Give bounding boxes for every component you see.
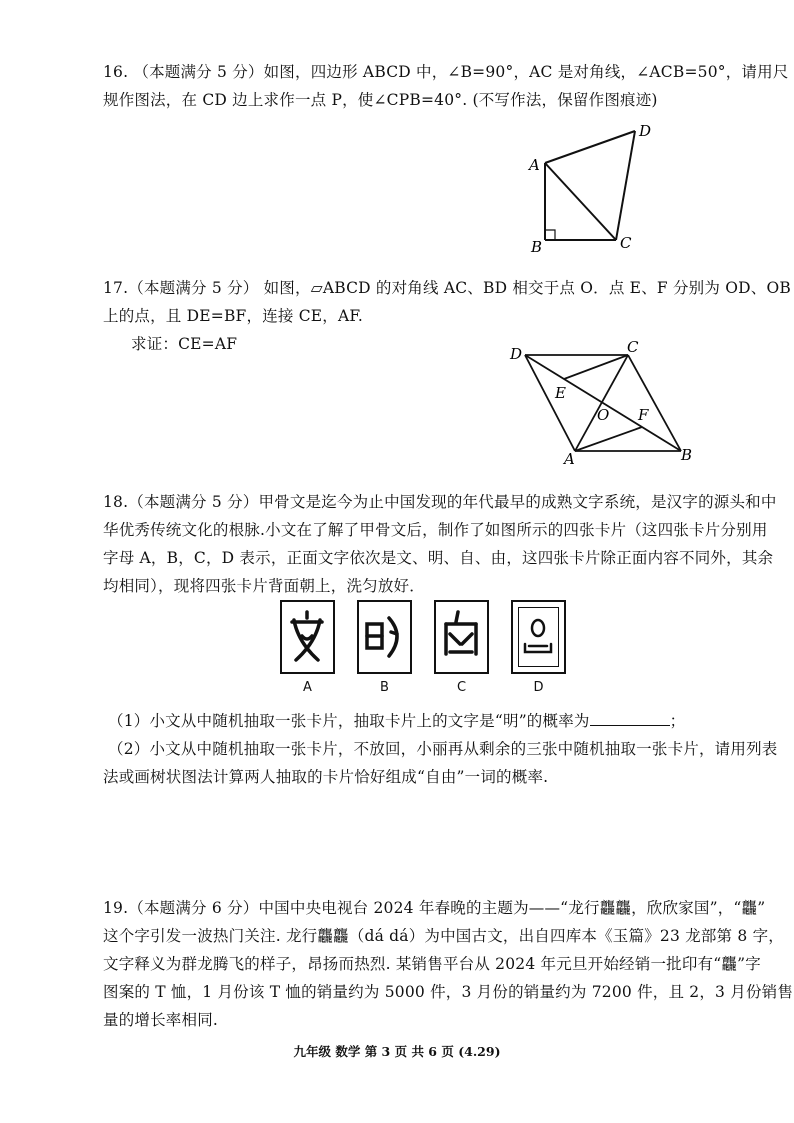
q17-label-o: O	[597, 406, 610, 424]
q18-sub1	[108, 711, 685, 731]
q19-line-2: 这个字引发一波热门关注. 龙行龘龘（dá dá）为中国古文，出自四库本《玉篇》23 龙部第 8 字，	[103, 927, 784, 945]
q16-label-c: C	[620, 234, 632, 252]
q16-line-1: 16. （本题满分 5 分）如图，四边形 ABCD 中，∠B=90°，AC 是对角线，∠ACB=50°，请用尺	[103, 63, 789, 81]
q19-line-4: 图案的 T 恤，1 月份该 T 恤的销量约为 5000 件，3 月份的销量约为 7200 件，且 2，3 月份销售	[103, 983, 794, 1001]
answer-blank[interactable]	[590, 711, 670, 726]
card-d-letter: D	[533, 680, 544, 695]
q19-line-3: 文字释义为群龙腾飞的样子，昂扬而热烈. 某销售平台从 2024 年元旦开始经销一批印有“龘”字	[103, 955, 761, 973]
oracle-bone-cards	[280, 600, 580, 700]
q18-sub1-text: （1）小文从中随机抽取一张卡片，抽取卡片上的文字是“明”的概率为	[108, 712, 590, 730]
q16-figure	[525, 118, 665, 258]
q18-sub2-line-2: 法或画树状图法计算两人抽取的卡片恰好组成“自由”一词的概率.	[103, 768, 549, 786]
card-c	[434, 600, 489, 674]
q17-label-d: D	[510, 345, 523, 363]
q18-line-4: 均相同），现将四张卡片背面朝上，洗匀放好．	[103, 577, 425, 595]
q19-line-1: 19.（本题满分 6 分）中国中央电视台 2024 年春晚的主题为——“龙行龘龘，欣欣家国”，“龘”	[103, 899, 766, 917]
oracle-you-glyph	[513, 602, 564, 672]
q17-figure	[505, 340, 700, 465]
q17-line-3: 求证：CE=AF	[131, 335, 238, 353]
q19-line-5: 量的增长率相同.	[103, 1011, 219, 1029]
q16-label-b: B	[531, 238, 543, 256]
q17-line-1: 17.（本题满分 5 分） 如图，▱ABCD 的对角线 AC、BD 相交于点 O．点 E、F 分别为 OD、OB	[103, 279, 791, 297]
q16-label-d: D	[639, 122, 652, 140]
q17-label-c: C	[627, 340, 639, 356]
q18-sub1-suffix: ；	[669, 712, 686, 730]
q18-sub2-line-1: （2）小文从中随机抽取一张卡片，不放回，小丽再从剩余的三张中随机抽取一张卡片，请用列表	[108, 740, 778, 758]
q18-line-1: 18.（本题满分 5 分）甲骨文是迄今为止中国发现的年代最早的成熟文字系统，是汉字的源头和中	[103, 493, 777, 511]
q18-line-3: 字母 A，B，C，D 表示，正面文字依次是文、明、自、由，这四张卡片除正面内容不同外，其余	[103, 549, 774, 567]
oracle-zi-glyph	[436, 602, 487, 672]
q17-label-b: B	[681, 446, 693, 464]
card-a	[280, 600, 335, 674]
card-c-letter: C	[456, 680, 467, 695]
q17-label-f: F	[638, 406, 649, 424]
page-footer: 九年级 数学 第 3 页 共 6 页 (4.29)	[293, 1044, 501, 1059]
q18-line-2: 华优秀传统文化的根脉.小文在了解了甲骨文后，制作了如图所示的四张卡片（这四张卡片分别用	[103, 521, 768, 539]
card-d	[511, 600, 566, 674]
q17-label-e: E	[555, 384, 566, 402]
card-a-letter: A	[303, 680, 312, 695]
oracle-ming-glyph	[359, 602, 410, 672]
q17-label-a: A	[564, 450, 575, 465]
q16-line-2: 规作图法，在 CD 边上求作一点 P，使∠CPB=40°. (不写作法，保留作图痕迹)	[103, 91, 658, 109]
q17-line-2: 上的点，且 DE=BF，连接 CE，AF.	[103, 307, 364, 325]
card-b	[357, 600, 412, 674]
q16-label-a: A	[529, 156, 540, 174]
card-b-letter: B	[380, 680, 389, 695]
oracle-wen-glyph	[282, 602, 333, 672]
